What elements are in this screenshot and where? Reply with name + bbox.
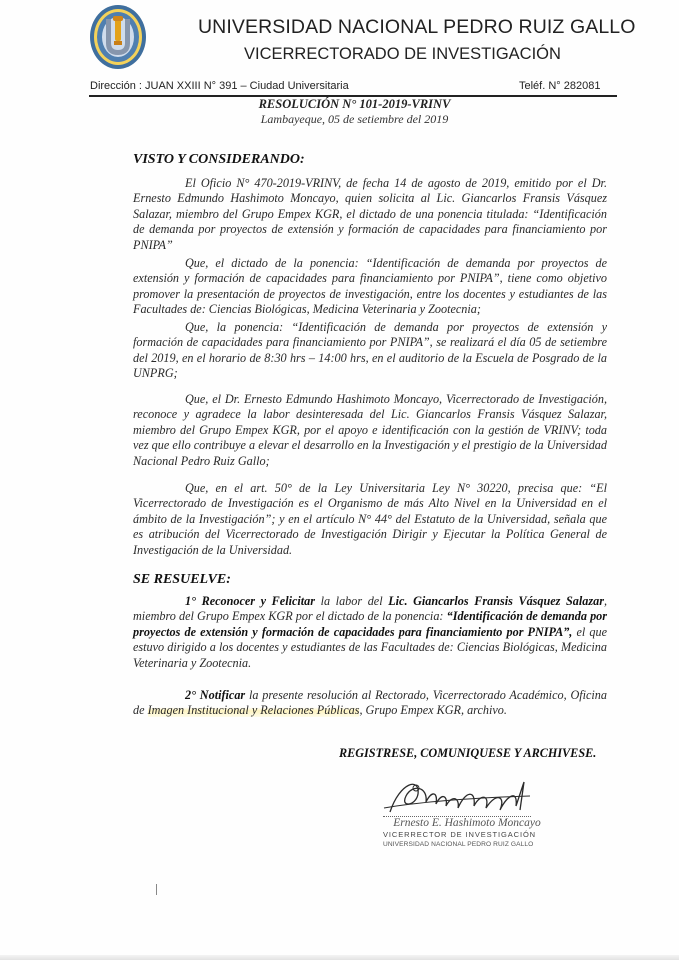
considerando-paragraph: Que, el dictado de la ponencia: “Identificación de demanda por proyectos de extensión y formación de capacidades para financiamiento por PNIPA”, tiene como objetivo promover la presentación de proyectos de investigación, entre los docentes y estudiantes de las Facultades de: Ciencias Biológicas, Medicina Veterinaria y Zootecnia;	[133, 256, 607, 317]
signatory-role: VICERRECTOR DE INVESTIGACIÓN	[383, 830, 536, 839]
resolve-item-1-lead: 1° Reconocer y Felicitar	[185, 594, 315, 608]
considerando-paragraph: Que, el Dr. Ernesto Edmundo Hashimoto Moncayo, Vicerrectorado de Investigación, reconoce y agradece la labor desinteresada del Lic. Giancarlos Fransis Vásquez Salazar, miembro del Grupo Empex KGR, por el apoyo e identificación con la gestión de VRINV; toda vez que ello contribuye a elevar el desarrollo en la Investigación y el prestigio de la Universidad Nacional Pedro Ruiz Gallo;	[133, 392, 607, 468]
resolve-text: el que estuvo dirigido a los docentes y estudiantes de las Facultades de: Ciencias Biológicas, Medicina Veterinaria y Zootecnia.	[133, 624, 607, 670]
highlighted-text: Imagen Institucional y Relaciones Públicas	[147, 703, 360, 718]
considerando-paragraph: Que, en el art. 50° de la Ley Universitaria Ley N° 30220, precisa que: “El Vicerrectorado de Investigación es el Organismo de más Alto Nivel en la Universidad en el ámbito de la Investigación”; y en el artículo N° 44° del Estatuto de la Universidad, señala que es atribución del Vicerrectorado de Investigación Dirigir y Ejecutar la Política General de Investigación de la Universidad.	[133, 481, 607, 557]
handwritten-signature-icon	[380, 772, 540, 822]
page-edge	[0, 955, 679, 960]
honoree-name: Lic. Giancarlos Fransis Vásquez Salazar	[388, 594, 604, 608]
resolve-text: la presente resolución al Rectorado, Vicerrectorado Académico, Oficina de	[133, 688, 607, 718]
considerando-paragraph: El Oficio N° 470-2019-VRINV, de fecha 14 de agosto de 2019, emitido por el Dr. Ernesto Edmundo Hashimoto Moncayo, quien solicita al Lic. Giancarlos Fransis Vásquez Salazar, miembro del Grupo Empex KGR, el dictado de una ponencia titulada: “Identificación de demanda por proyectos de extensión y formación de capacidades para financiamiento por PNIPA”	[133, 176, 607, 252]
department-name: VICERRECTORADO DE INVESTIGACIÓN	[244, 45, 561, 63]
resolution-number: RESOLUCIÓN N° 101-2019-VRINV	[258, 97, 451, 111]
resolve-item-2-lead: 2° Notificar	[185, 688, 246, 702]
phone-text: Teléf. N° 282081	[519, 80, 601, 92]
resolve-text: , miembro del Grupo Empex KGR por el dictado de la ponencia:	[133, 594, 608, 624]
resolve-item-2	[133, 688, 607, 719]
signatory-institution: UNIVERSIDAD NACIONAL PEDRO RUIZ GALLO	[383, 841, 534, 848]
visto-heading: VISTO Y CONSIDERANDO:	[133, 152, 305, 167]
resolve-item-1	[133, 594, 607, 671]
considerando-paragraph: Que, la ponencia: “Identificación de demanda por proyectos de extensión y formación de capacidades para financiamiento por PNIPA”, se realizará el día 05 de setiembre del 2019, en el horario de 8:30 hrs – 14:00 hrs, en el auditorio de la Escuela de Posgrado de la UNPRG;	[133, 320, 607, 381]
signatory-name: Ernesto E. Hashimoto Moncayo	[393, 817, 541, 829]
scan-mark	[156, 884, 157, 895]
closing-formula: REGISTRESE, COMUNIQUESE Y ARCHIVESE.	[339, 746, 597, 760]
resolution-date: Lambayeque, 05 de setiembre del 2019	[260, 112, 449, 126]
university-seal-icon	[88, 3, 148, 71]
university-name: UNIVERSIDAD NACIONAL PEDRO RUIZ GALLO	[198, 16, 636, 38]
resolve-text: la labor del	[315, 594, 389, 608]
resuelve-heading: SE RESUELVE:	[133, 572, 231, 587]
lecture-title: “Identificación de demanda por proyectos de extensión y formación de capacidades para financiamiento por PNIPA”,	[133, 609, 607, 639]
resolve-text: , Grupo Empex KGR, archivo.	[359, 703, 507, 718]
address-text: Dirección : JUAN XXIII N° 391 – Ciudad Universitaria	[90, 80, 349, 92]
